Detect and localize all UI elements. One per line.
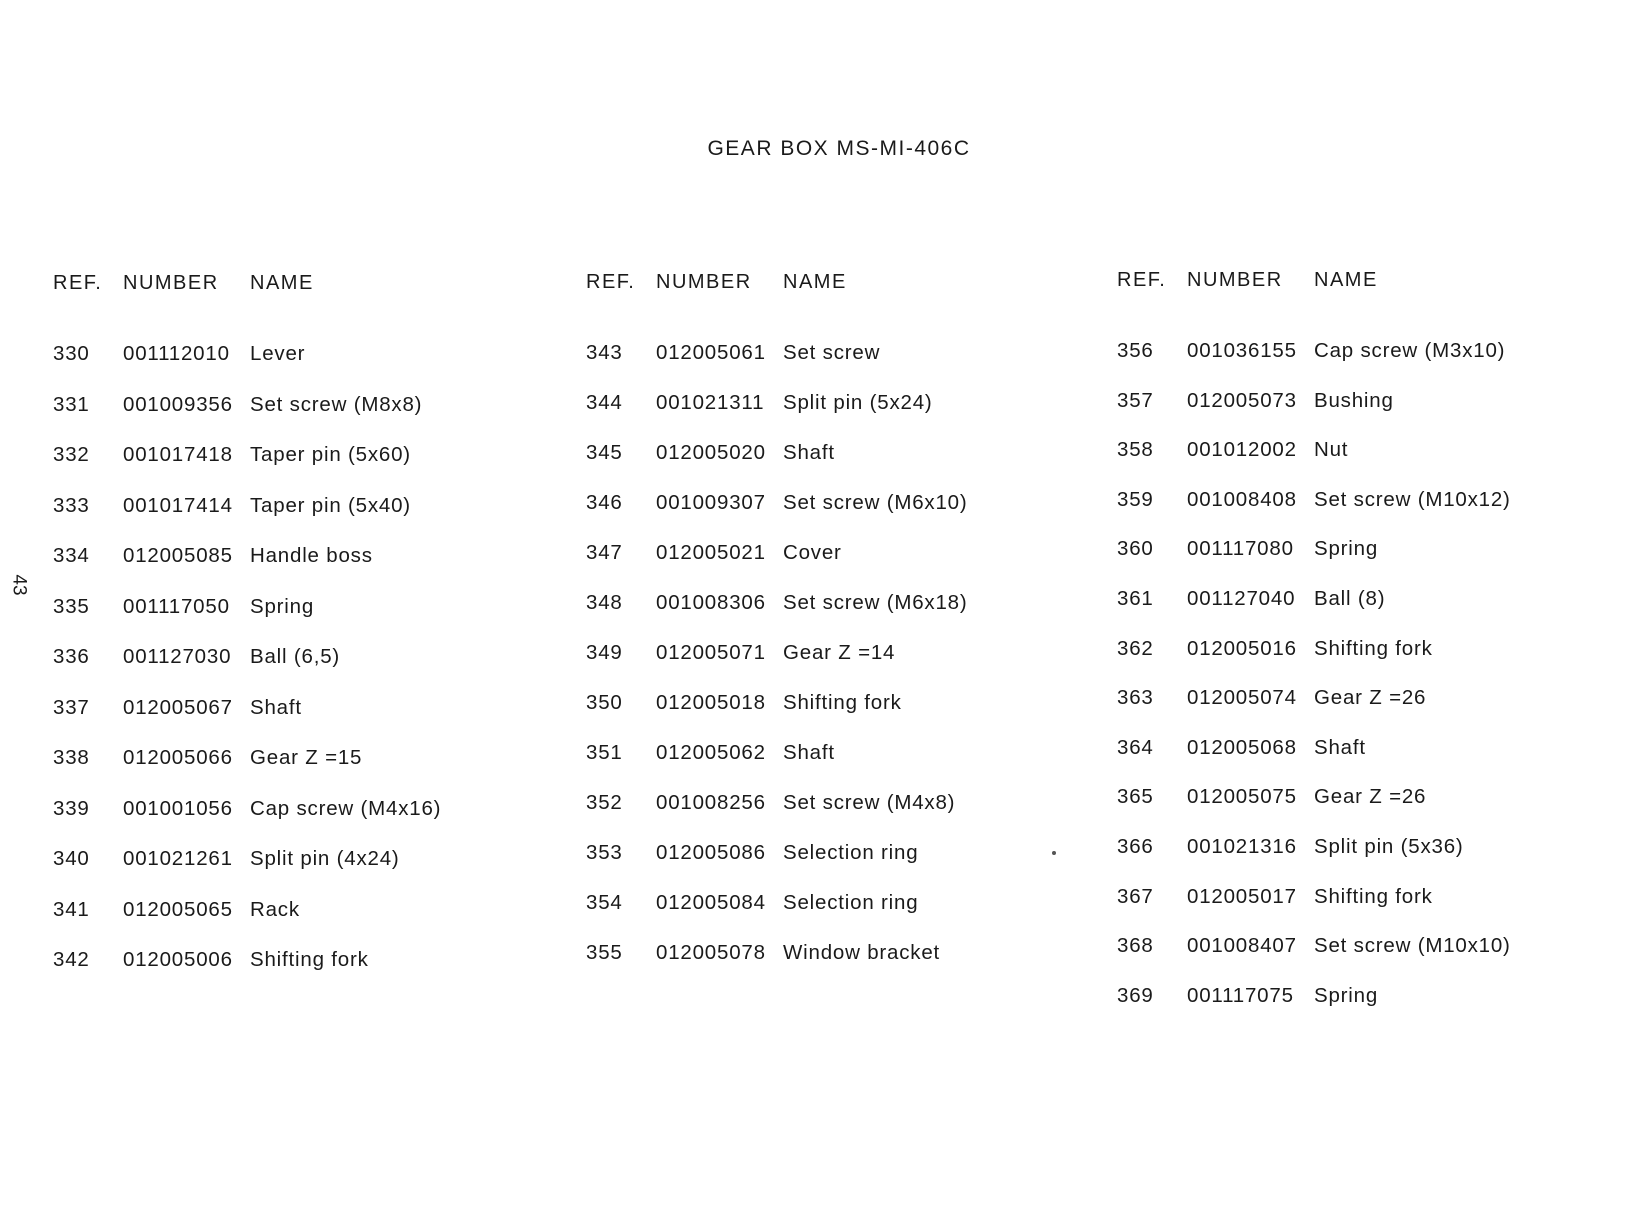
table-row [53, 898, 533, 928]
part-number: 012005074 [1187, 686, 1297, 710]
part-number: 001009356 [123, 392, 233, 416]
part-name: Bushing [1314, 388, 1394, 412]
part-name: Selection ring [783, 891, 919, 914]
part-name: Shaft [783, 741, 835, 764]
part-number: 012005071 [656, 641, 766, 664]
part-number: 012005006 [123, 948, 233, 971]
part-name: Set screw (M6x18) [783, 591, 968, 614]
part-name: Shifting fork [250, 948, 369, 971]
table-row [586, 641, 1066, 671]
part-ref: 351 [586, 741, 623, 764]
part-ref: 355 [586, 941, 623, 964]
part-number: 012005016 [1187, 636, 1297, 660]
part-ref: 344 [586, 391, 623, 414]
part-ref: 340 [53, 847, 90, 870]
part-number: 001008408 [1187, 487, 1297, 511]
table-row [53, 342, 533, 372]
part-ref: 334 [53, 544, 90, 567]
part-ref: 332 [53, 443, 90, 466]
part-name: Handle boss [250, 544, 373, 567]
part-ref: 345 [586, 441, 623, 464]
table-row [586, 341, 1066, 371]
part-ref: 350 [586, 691, 623, 714]
part-ref: 333 [53, 493, 90, 517]
table-row [1117, 488, 1597, 518]
part-ref: 361 [1117, 587, 1154, 610]
table-row [586, 541, 1066, 571]
table-row [53, 544, 533, 574]
part-ref: 352 [586, 791, 623, 814]
part-number: 001021316 [1187, 835, 1297, 858]
part-ref: 359 [1117, 487, 1154, 511]
part-number: 001021311 [656, 391, 765, 414]
part-number: 012005065 [123, 897, 233, 921]
part-number: 001009307 [656, 491, 766, 514]
part-ref: 368 [1117, 934, 1154, 958]
part-name: Selection ring [783, 841, 919, 864]
table-row [53, 645, 533, 675]
part-ref: 339 [53, 796, 90, 820]
part-name: Spring [1314, 537, 1379, 561]
page-number: 43 [8, 574, 30, 596]
column-header-name: NAME [250, 272, 314, 294]
part-name: Rack [250, 897, 300, 921]
part-number: 012005067 [123, 695, 233, 719]
table-row [1117, 934, 1597, 964]
part-ref: 354 [586, 891, 623, 914]
part-name: Shaft [250, 695, 302, 719]
part-number: 012005061 [656, 341, 766, 364]
part-number: 001117080 [1187, 537, 1294, 561]
column-header-number: NUMBER [656, 271, 752, 293]
part-ref: 338 [53, 746, 90, 769]
part-number: 001021261 [123, 847, 233, 870]
table-row [53, 948, 533, 978]
part-number: 001017418 [123, 443, 233, 466]
part-ref: 356 [1117, 339, 1154, 362]
column-header-ref: REF. [1117, 269, 1167, 291]
column-header-name: NAME [783, 271, 847, 293]
part-number: 012005084 [656, 891, 766, 914]
part-ref: 367 [1117, 884, 1154, 908]
part-name: Gear Z =26 [1314, 785, 1427, 809]
table-row [1117, 637, 1597, 667]
table-row [53, 746, 533, 776]
part-number: 001017414 [123, 493, 233, 517]
part-name: Nut [1314, 438, 1349, 462]
part-ref: 358 [1117, 438, 1154, 462]
part-name: Split pin (5x36) [1314, 835, 1464, 858]
part-name: Shifting fork [783, 691, 902, 714]
part-name: Split pin (4x24) [250, 847, 400, 870]
part-number: 012005021 [656, 541, 766, 564]
part-ref: 357 [1117, 388, 1154, 412]
part-name: Shifting fork [1314, 636, 1433, 660]
table-row [53, 393, 533, 423]
part-name: Cap screw (M3x10) [1314, 339, 1506, 362]
parts-column-1 [53, 268, 533, 988]
part-name: Shaft [1314, 735, 1366, 759]
table-row [1117, 984, 1597, 1014]
part-name: Set screw (M8x8) [250, 392, 423, 416]
part-ref: 346 [586, 491, 623, 514]
part-ref: 362 [1117, 636, 1154, 660]
table-row [1117, 339, 1597, 369]
table-row [586, 691, 1066, 721]
part-number: 012005075 [1187, 785, 1297, 809]
part-name: Cap screw (M4x16) [250, 796, 442, 820]
table-row [586, 891, 1066, 921]
page-title: GEAR BOX MS-MI-406C [707, 137, 971, 160]
table-row [586, 741, 1066, 771]
part-ref: 343 [586, 341, 623, 364]
part-name: Window bracket [783, 941, 941, 964]
part-name: Shifting fork [1314, 884, 1433, 908]
part-number: 012005073 [1187, 388, 1297, 412]
part-name: Set screw [783, 341, 881, 364]
part-ref: 331 [53, 392, 90, 416]
part-name: Set screw (M10x10) [1314, 934, 1511, 958]
part-ref: 330 [53, 342, 90, 365]
part-ref: 336 [53, 645, 90, 668]
part-ref: 364 [1117, 735, 1154, 759]
part-name: Split pin (5x24) [783, 391, 933, 414]
part-number: 012005017 [1187, 884, 1297, 908]
part-ref: 365 [1117, 785, 1154, 809]
table-row [1117, 438, 1597, 468]
table-row [1117, 537, 1597, 567]
table-row [53, 847, 533, 877]
part-ref: 353 [586, 841, 623, 864]
part-number: 012005085 [123, 544, 233, 567]
column-header-name: NAME [1314, 269, 1378, 291]
column-header-number: NUMBER [123, 272, 219, 294]
part-name: Gear Z =14 [783, 641, 896, 664]
table-row [1117, 686, 1597, 716]
table-row [586, 391, 1066, 421]
print-speck [1052, 851, 1056, 855]
part-ref: 366 [1117, 835, 1154, 858]
table-row [586, 591, 1066, 621]
table-row [53, 797, 533, 827]
part-name: Set screw (M4x8) [783, 791, 956, 814]
table-row [1117, 389, 1597, 419]
part-number: 001117050 [123, 594, 230, 618]
part-ref: 341 [53, 897, 90, 921]
table-row [53, 595, 533, 625]
part-number: 001008306 [656, 591, 766, 614]
part-name: Spring [250, 594, 315, 618]
column-header-ref: REF. [53, 272, 103, 294]
part-name: Gear Z =26 [1314, 686, 1427, 710]
table-row [1117, 885, 1597, 915]
part-number: 001008256 [656, 791, 766, 814]
part-name: Spring [1314, 983, 1379, 1007]
part-ref: 335 [53, 594, 90, 618]
part-number: 001112010 [123, 342, 230, 365]
part-ref: 348 [586, 591, 623, 614]
part-number: 001012002 [1187, 438, 1297, 462]
part-name: Lever [250, 342, 306, 365]
table-row [586, 841, 1066, 871]
table-row [1117, 587, 1597, 617]
parts-column-2 [586, 268, 1066, 988]
part-name: Gear Z =15 [250, 746, 363, 769]
part-number: 001001056 [123, 796, 233, 820]
part-number: 012005068 [1187, 735, 1297, 759]
table-row [1117, 785, 1597, 815]
table-row [1117, 835, 1597, 865]
part-name: Taper pin (5x60) [250, 443, 411, 466]
part-ref: 360 [1117, 537, 1154, 561]
table-row [53, 494, 533, 524]
table-row [586, 441, 1066, 471]
table-row [53, 443, 533, 473]
part-number: 012005062 [656, 741, 766, 764]
part-name: Ball (8) [1314, 587, 1386, 610]
part-ref: 349 [586, 641, 623, 664]
column-header-ref: REF. [586, 271, 636, 293]
table-row [586, 791, 1066, 821]
part-number: 001127030 [123, 645, 232, 668]
part-number: 001036155 [1187, 339, 1297, 362]
part-ref: 337 [53, 695, 90, 719]
table-row [586, 941, 1066, 971]
part-ref: 342 [53, 948, 90, 971]
table-row [586, 491, 1066, 521]
part-number: 012005078 [656, 941, 766, 964]
parts-column-3 [1117, 266, 1597, 1046]
part-name: Set screw (M6x10) [783, 491, 968, 514]
part-name: Cover [783, 541, 842, 564]
part-ref: 363 [1117, 686, 1154, 710]
column-header-number: NUMBER [1187, 269, 1283, 291]
part-name: Set screw (M10x12) [1314, 487, 1511, 511]
part-number: 001127040 [1187, 587, 1296, 610]
part-number: 001008407 [1187, 934, 1297, 958]
part-ref: 369 [1117, 983, 1154, 1007]
table-row [53, 696, 533, 726]
part-number: 012005066 [123, 746, 233, 769]
part-number: 012005018 [656, 691, 766, 714]
part-ref: 347 [586, 541, 623, 564]
part-number: 012005086 [656, 841, 766, 864]
part-number: 012005020 [656, 441, 766, 464]
part-number: 001117075 [1187, 983, 1294, 1007]
table-row [1117, 736, 1597, 766]
part-name: Ball (6,5) [250, 645, 341, 668]
part-name: Taper pin (5x40) [250, 493, 411, 517]
part-name: Shaft [783, 441, 835, 464]
